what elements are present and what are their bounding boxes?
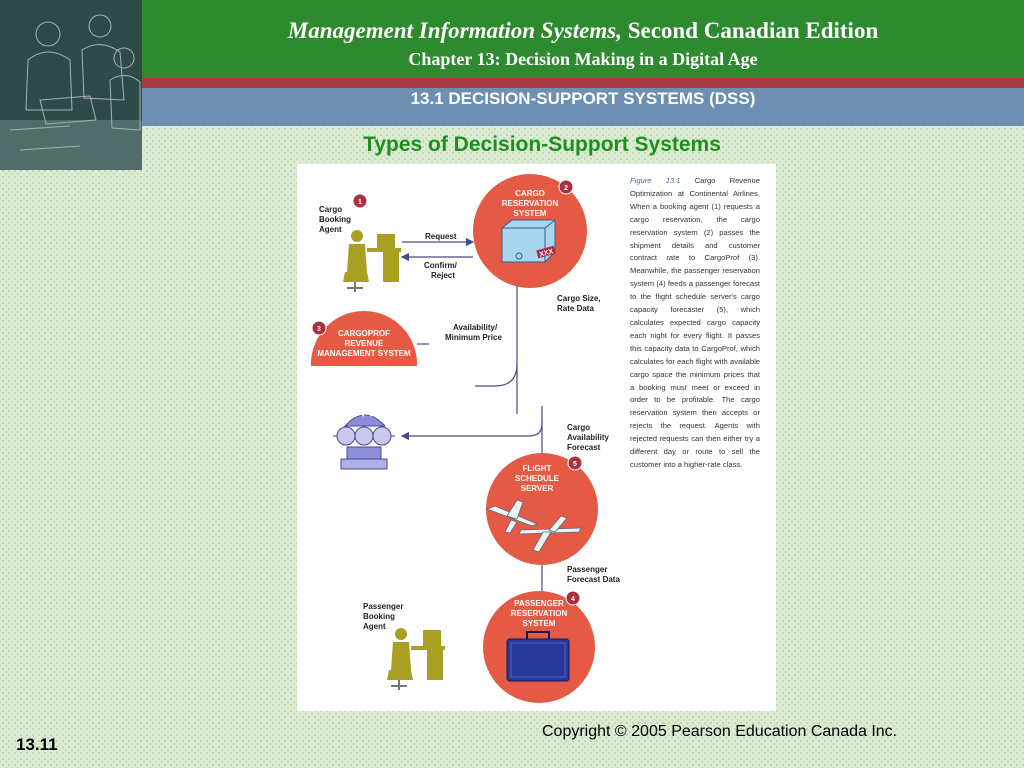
label-flight-schedule: FLIGHT SCHEDULE SERVER	[514, 464, 560, 493]
cargo-box-label: XXX	[538, 248, 555, 259]
badge-5-label: 5	[573, 461, 577, 468]
section-title: 13.1 DECISION-SUPPORT SYSTEMS (DSS)	[410, 89, 756, 108]
slide-number: 13.11	[16, 735, 58, 754]
cargo-booking-agent-icon	[343, 230, 401, 292]
label-request: Request	[425, 232, 457, 241]
copyright-notice: Copyright © 2005 Pearson Education Canada Inc.	[542, 723, 898, 740]
cargo-box-icon	[502, 220, 556, 262]
label-passenger-reservation: PASSENGER RESERVATION SYSTEM	[510, 599, 568, 628]
caption-text: Cargo Revenue Optimization at Continental Airlines. When a booking agent (1) requests a cargo reservation, the cargo reservation system (2) passes the shipment details and customer contract rate to CargoProf (3). Meanwhile, the passenger reservation system (4) feeds a passenger forecast to the flight schedule server's cargo capacity forecaster (5), which calculates expected cargo capacity each night for every flight. It passes this capacity data to CargoProf, which calculates for each flight with available cargo space the minimum prices that a booking must meet or exceed in order to be profitable. The cargo reservation system then accepts or rejects the request. Agents with rejected requests can then either try a different day or route to sell the customer into a higher-rate class.	[630, 176, 760, 469]
slide-title: Types of Decision-Support Systems	[363, 133, 721, 156]
figure-panel	[297, 164, 776, 711]
server-icon	[333, 410, 395, 469]
caption-label: Figure 13.1	[630, 176, 681, 185]
badge-3-label: 3	[317, 326, 321, 333]
figure-caption	[630, 175, 760, 472]
badge-4-label: 4	[571, 596, 575, 603]
luggage-icon	[507, 632, 569, 681]
chapter-title: Chapter 13: Decision Making in a Digital Age	[408, 49, 758, 69]
edition-text: Second Canadian Edition	[627, 18, 879, 43]
header-photo	[0, 0, 142, 170]
label-cargo-size: Cargo Size, Rate Data	[557, 294, 601, 313]
passenger-booking-agent-icon	[387, 628, 445, 690]
book-title	[142, 18, 1024, 44]
label-cargo-reservation: CARGO RESERVATION SYSTEM	[501, 189, 559, 218]
label-cargo-booking-agent: Cargo Booking Agent	[319, 205, 351, 234]
label-confirm-reject: Confirm/ Reject	[424, 261, 457, 280]
label-cargo-forecast: Cargo Availability Forecast	[567, 423, 609, 452]
header-accent-strip	[142, 78, 1024, 88]
label-passenger-agent: Passenger Booking Agent	[363, 602, 404, 631]
label-passenger-forecast: Passenger Forecast Data	[567, 565, 620, 584]
label-availability: Availability/ Minimum Price	[445, 323, 502, 342]
forecast-arrow	[402, 406, 542, 436]
badge-2-label: 2	[564, 185, 568, 192]
badge-1-label: 1	[358, 199, 362, 206]
book-title-text: Management Information Systems,	[287, 18, 622, 43]
label-cargoprof: CARGOPROF REVENUE MANAGEMENT SYSTEM	[317, 329, 411, 358]
